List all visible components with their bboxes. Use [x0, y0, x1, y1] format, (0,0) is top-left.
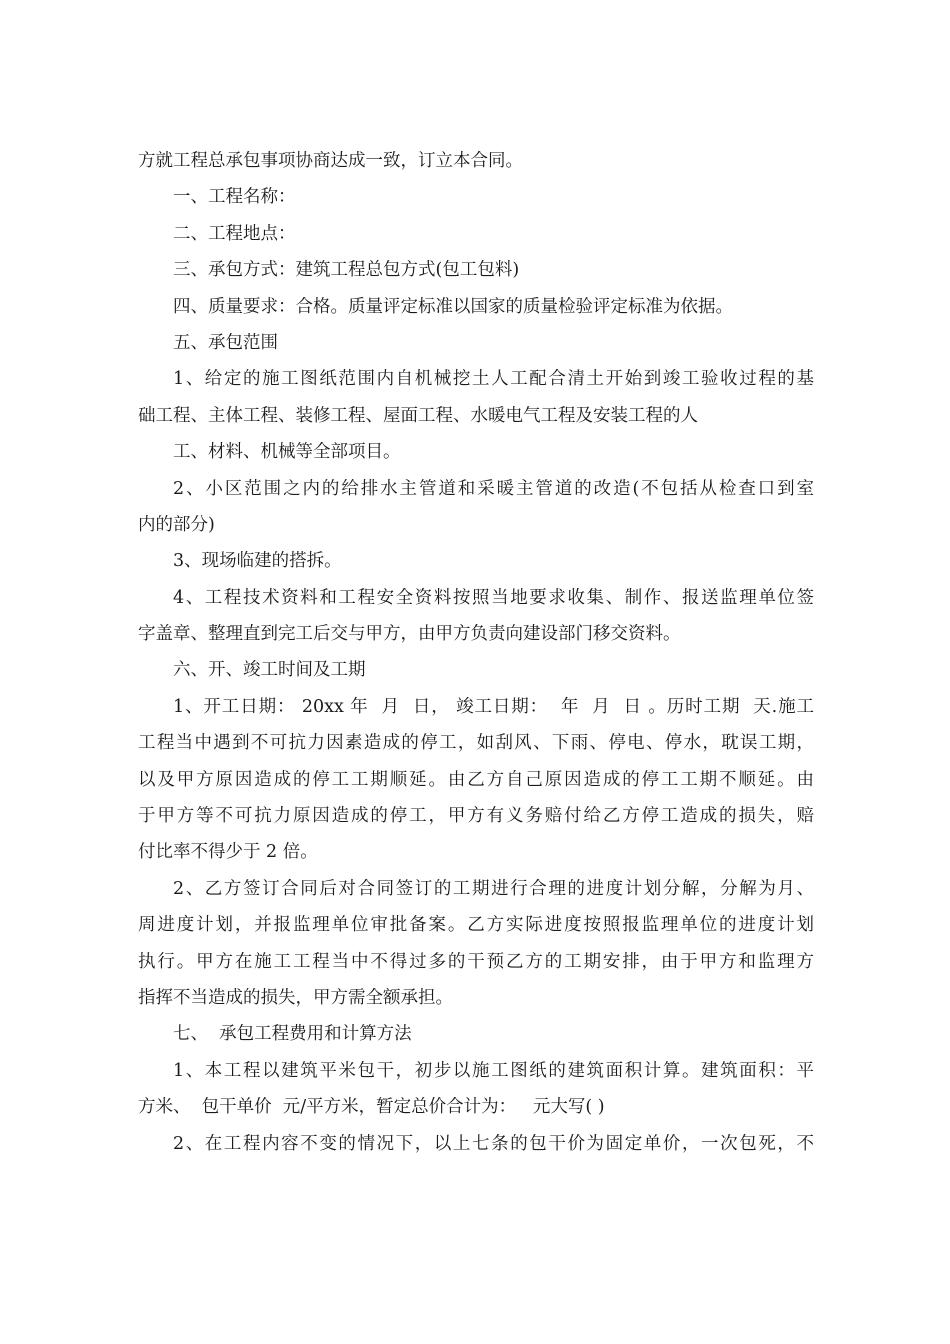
section-heading: 七、 承包工程费用和计算方法	[173, 1024, 412, 1045]
paragraph-line: 执行。甲方在施工工程当中不得过多的干预乙方的工期安排，由于甲方和监理方	[138, 951, 814, 972]
paragraph-line: 以及甲方原因造成的停工工期顺延。由乙方自己原因造成的停工工期不顺延。由	[138, 769, 814, 790]
paragraph-line: 1、开工日期： 20xx 年 月 日， 竣工日期： 年 月 日 。历时工期 天.施工	[173, 696, 814, 717]
section-heading: 五、承包范围	[173, 332, 278, 353]
section-heading: 四、质量要求：合格。质量评定标准以国家的质量检验评定标准为依据。	[173, 296, 733, 317]
section-heading: 六、开、竣工时间及工期	[173, 660, 366, 681]
paragraph-line: 2、乙方签订合同后对合同签订的工期进行合理的进度计划分解，分解为月、	[173, 878, 814, 899]
paragraph-line: 工、材料、机械等全部项目。	[173, 442, 401, 463]
paragraph-line: 于甲方等不可抗力原因造成的停工，甲方有义务赔付给乙方停工造成的损失，赔	[138, 806, 814, 827]
paragraph-line: 周进度计划，并报监理单位审批备案。乙方实际进度按照报监理单位的进度计划	[138, 915, 814, 936]
paragraph-line: 2、小区范围之内的给排水主管道和采暖主管道的改造(不包括从检查口到室	[173, 478, 814, 499]
paragraph-line: 础工程、主体工程、装修工程、屋面工程、水暖电气工程及安装工程的人	[138, 405, 698, 426]
paragraph-line: 付比率不得少于 2 倍。	[138, 842, 318, 863]
paragraph-line: 4、工程技术资料和工程安全资料按照当地要求收集、制作、报送监理单位签	[173, 587, 814, 608]
paragraph-line: 1、本工程以建筑平米包干，初步以施工图纸的建筑面积计算。建筑面积：平	[173, 1060, 814, 1081]
paragraph-line: 指挥不当造成的损失，甲方需全额承担。	[138, 987, 453, 1008]
paragraph-line: 内的部分)	[138, 514, 215, 535]
section-heading: 一、工程名称：	[173, 187, 296, 208]
section-heading: 二、工程地点：	[173, 223, 296, 244]
section-heading: 三、承包方式：建筑工程总包方式(包工包料)	[173, 260, 520, 281]
paragraph-line: 方就工程总承包事项协商达成一致，订立本合同。	[138, 151, 523, 171]
paragraph-line: 3、现场临建的搭拆。	[173, 551, 342, 572]
paragraph-line: 2、在工程内容不变的情况下，以上七条的包干价为固定单价，一次包死，不	[173, 1133, 814, 1154]
paragraph-line: 1、给定的施工图纸范围内自机械挖土人工配合清土开始到竣工验收过程的基	[173, 369, 814, 390]
paragraph-line: 方米、 包干单价 元/平方米，暂定总价合计为： 元大写( )	[138, 1097, 605, 1118]
contract-page	[138, 143, 814, 1162]
paragraph-line: 字盖章、整理直到完工后交与甲方，由甲方负责向建设部门移交资料。	[138, 624, 681, 645]
paragraph-line: 工程当中遇到不可抗力因素造成的停工，如刮风、下雨、停电、停水，耽误工期，	[138, 733, 814, 754]
